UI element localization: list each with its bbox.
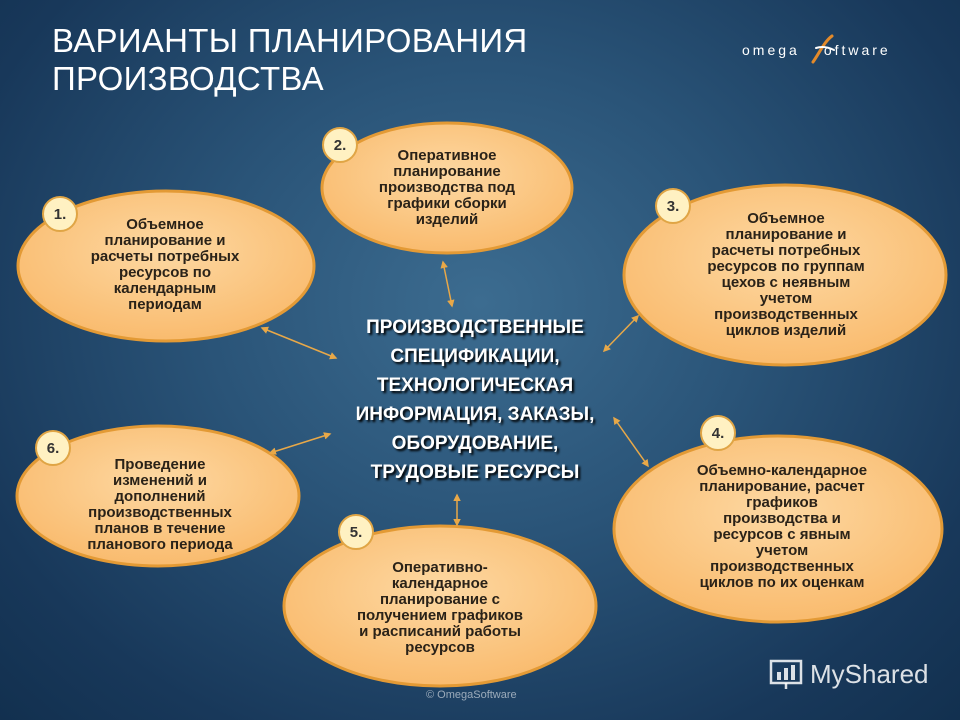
node-2-line: изделий (415, 211, 479, 228)
node-text-2 (340, 140, 554, 236)
center-line-4: ИНФОРМАЦИЯ, ЗАКАЗЫ, (355, 404, 595, 425)
node-6-line: производственных (88, 504, 232, 521)
node-3-line: ресурсов по группам (707, 258, 865, 275)
node-text-1 (40, 204, 290, 326)
node-6-line: изменений и (112, 472, 208, 489)
node-4-line: учетом (755, 542, 809, 559)
arrow-2-center (443, 262, 452, 306)
node-number-badge-2: 2. (322, 127, 358, 163)
center-line-6: ТРУДОВЫЕ РЕСУРСЫ (370, 462, 580, 483)
node-4-line: циклов по их оценкам (699, 574, 865, 591)
node-number-badge-1: 1. (42, 196, 78, 232)
center-hub-text (310, 313, 640, 493)
node-text-6 (40, 446, 280, 564)
node-3-line: производственных (714, 306, 858, 323)
node-5-line: и расписаний работы (359, 623, 521, 640)
node-4-line: производственных (710, 558, 854, 575)
node-number-badge-6: 6. (35, 430, 71, 466)
node-4-line: планирование, расчет (699, 478, 865, 495)
node-number-badge-5: 5. (338, 514, 374, 550)
node-6-line: дополнений (114, 488, 206, 505)
node-6-line: планового периода (87, 536, 233, 553)
node-3-line: цехов с неявным (721, 274, 851, 291)
center-line-5: ОБОРУДОВАНИЕ, (391, 433, 559, 454)
node-4-line: Объемно-календарное (696, 462, 868, 479)
node-text-3 (655, 196, 917, 354)
node-2-line: планирование (393, 163, 501, 180)
node-3-line: учетом (759, 290, 813, 307)
watermark-text: MyShared (810, 658, 929, 689)
presentation-icon (768, 656, 804, 692)
title-line-2: ПРОИЗВОДСТВА (52, 60, 324, 97)
node-5-line: планирование с (379, 591, 501, 608)
node-1-line: календарным (113, 280, 217, 297)
logo-text-left: omega (742, 42, 800, 58)
node-text-4 (650, 448, 914, 606)
center-line-2: СПЕЦИФИКАЦИИ, (390, 346, 560, 367)
node-4-line: ресурсов с явным (713, 526, 851, 543)
node-4-line: графиков (746, 494, 818, 511)
myshared-watermark (768, 656, 929, 692)
node-1-line: расчеты потребных (90, 248, 240, 265)
node-2-line: Оперативное (397, 147, 497, 164)
node-5-line: Оперативно- (392, 559, 488, 576)
node-4-line: производства и (723, 510, 841, 527)
node-3-line: планирование и (725, 226, 847, 243)
node-3-line: расчеты потребных (711, 242, 861, 259)
copyright-notice: © OmegaSoftware (426, 689, 517, 701)
node-text-5 (320, 553, 560, 663)
node-3-line: циклов изделий (725, 322, 847, 339)
logo-text-right: oftware (823, 42, 891, 58)
center-line-3: ТЕХНОЛОГИЧЕСКАЯ (376, 375, 574, 396)
title-line-1: ВАРИАНТЫ ПЛАНИРОВАНИЯ (52, 22, 528, 59)
node-2-line: производства под (378, 179, 516, 196)
node-5-line: календарное (391, 575, 489, 592)
node-3-line: Объемное (747, 210, 825, 227)
node-number-badge-4: 4. (700, 415, 736, 451)
node-number-badge-3: 3. (655, 188, 691, 224)
node-1-line: планирование и (104, 232, 226, 249)
node-1-line: Объемное (126, 216, 204, 233)
node-2-line: графики сборки (387, 195, 507, 212)
node-1-line: ресурсов по (118, 264, 212, 281)
node-5-line: получением графиков (356, 607, 524, 624)
node-1-line: периодам (128, 296, 202, 313)
node-6-line: Проведение (114, 456, 206, 473)
node-5-line: ресурсов (405, 639, 475, 656)
node-6-line: планов в течение (94, 520, 226, 537)
center-line-1: ПРОИЗВОДСТВЕННЫЕ (366, 317, 584, 338)
